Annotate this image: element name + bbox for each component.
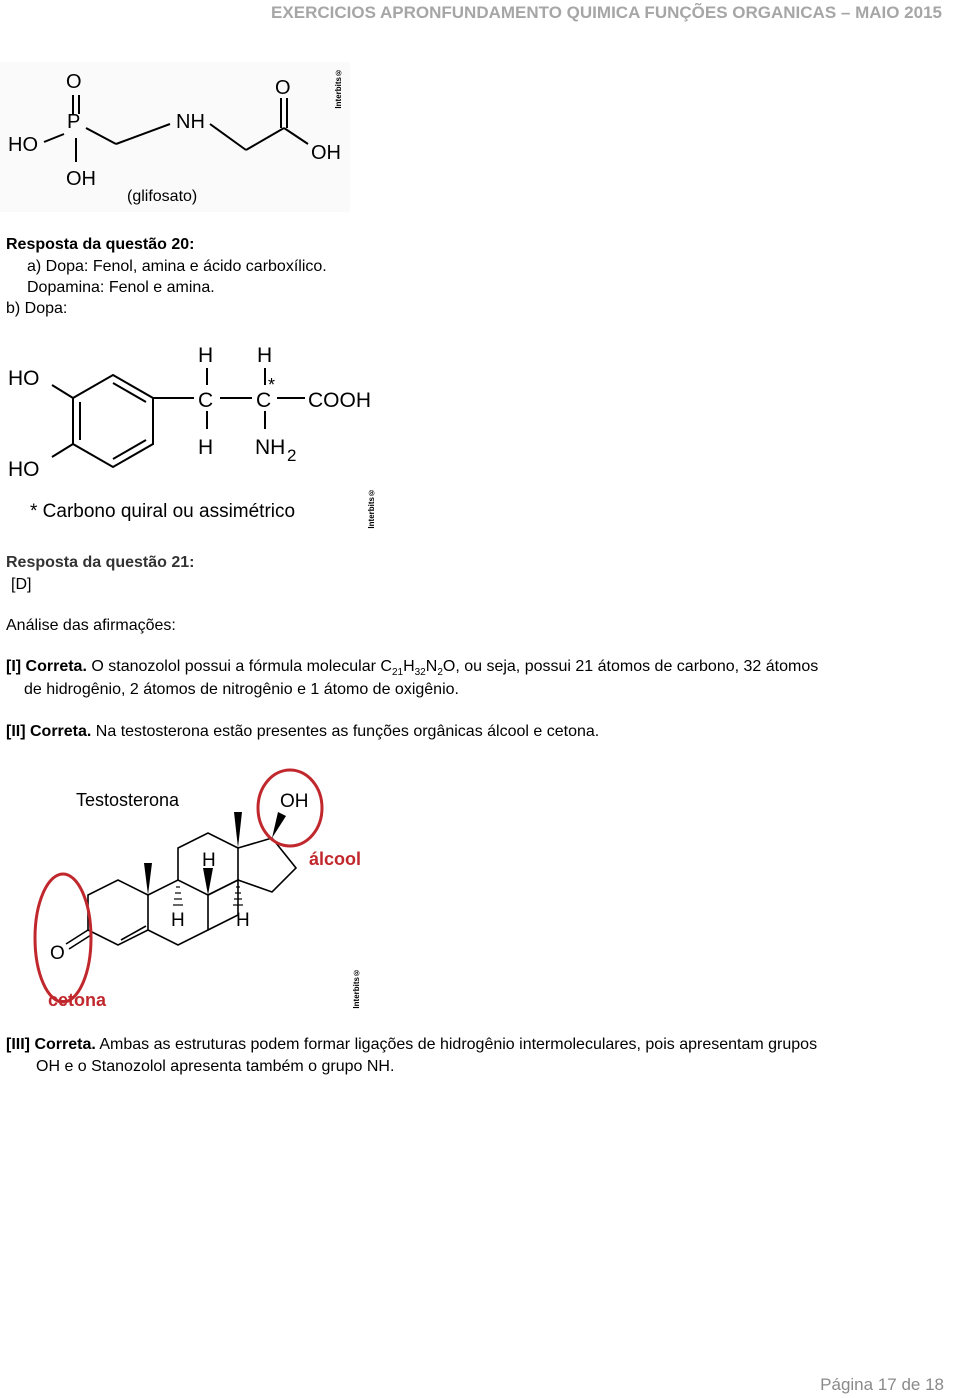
testosterona-h-low1: H: [171, 910, 185, 931]
q21-item1-line2: de hidrogênio, 2 átomos de nitrogênio e 1 átomo de oxigênio.: [24, 681, 459, 698]
testosterona-h-mid: H: [202, 850, 216, 871]
formula-sub-h: 32: [414, 667, 426, 678]
q20-heading: Resposta da questão 20:: [6, 236, 195, 253]
dopa-h3: H: [198, 436, 214, 459]
item2-text: Na testosterona estão presentes as funções orgânicas álcool e cetona.: [91, 723, 600, 740]
item1-label: [I] Correta.: [6, 658, 87, 675]
atom-oh-acid: OH: [311, 142, 341, 164]
item1-text: O stanozolol possui a fórmula molecular C: [86, 658, 392, 675]
atom-o-carbonyl: O: [275, 77, 291, 99]
testosterona-o: O: [50, 943, 65, 964]
testosterona-h-low2: H: [236, 910, 250, 931]
atom-o-top: O: [66, 71, 82, 93]
dopa-nh: NH: [255, 436, 286, 459]
dopa-h1: H: [198, 344, 214, 367]
q21-item1: [6, 657, 818, 679]
formula-sub-c: 21: [391, 667, 404, 678]
glifosato-name: (glifosato): [127, 188, 198, 205]
q21-analysis: Análise das afirmações:: [6, 617, 176, 634]
atom-oh-bottom: OH: [66, 168, 96, 190]
watermark: Interbits®: [367, 488, 376, 529]
q21-item2: [6, 722, 599, 742]
dopa-c1: C: [198, 389, 214, 412]
q20-b: b) Dopa:: [6, 300, 68, 317]
dopa-cooh: COOH: [308, 389, 371, 412]
q21-item3: [6, 1035, 817, 1055]
label-alcool: álcool: [309, 849, 362, 869]
atom-p: P: [67, 111, 81, 133]
testosterona-structure: [0, 760, 380, 1015]
testosterona-title: Testosterona: [76, 790, 180, 810]
label-cetona: cetona: [48, 990, 107, 1010]
item1-text-post: O, ou seja, possui 21 átomos de carbono, 32 átomos: [442, 658, 819, 675]
item3-label: [III] Correta.: [6, 1036, 96, 1053]
dopa-c2: C: [256, 389, 272, 412]
atom-nh: NH: [176, 111, 205, 133]
formula-h: H: [403, 658, 415, 675]
formula-sub-n: 2: [437, 667, 443, 678]
q21-item3-line2: OH e o Stanozolol apresenta também o grupo NH.: [36, 1058, 395, 1075]
testosterona-oh: OH: [280, 791, 309, 812]
q20-a2: Dopamina: Fenol e amina.: [27, 279, 215, 296]
dopa-ho-top: HO: [8, 367, 40, 390]
watermark: Interbits®: [334, 68, 343, 109]
item3-text: Ambas as estruturas podem formar ligações de hidrogênio intermoleculares, pois apresentam grupos: [95, 1036, 818, 1053]
watermark: Interbits®: [352, 968, 361, 1009]
atom-ho: HO: [8, 134, 38, 156]
page-number: Página 17 de 18: [820, 1375, 944, 1394]
dopa-nh-sub: 2: [287, 446, 297, 465]
q20-a: a) Dopa: Fenol, amina e ácido carboxílico.: [27, 258, 327, 275]
formula-n: N: [425, 658, 438, 675]
dopa-caption: * Carbono quiral ou assimétrico: [30, 501, 296, 522]
glifosato-structure: [0, 62, 350, 212]
dopa-ho-bottom: HO: [8, 458, 40, 481]
page-header: EXERCICIOS APRONFUNDAMENTO QUIMICA FUNÇÕES ORGANICAS – MAIO 2015: [271, 3, 942, 22]
q21-heading: Resposta da questão 21:: [6, 554, 195, 571]
item2-label: [II] Correta.: [6, 723, 92, 740]
dopa-h2: H: [257, 344, 273, 367]
dopa-structure: [0, 335, 400, 530]
q21-answer: [D]: [11, 576, 32, 593]
chiral-star: *: [268, 375, 276, 395]
